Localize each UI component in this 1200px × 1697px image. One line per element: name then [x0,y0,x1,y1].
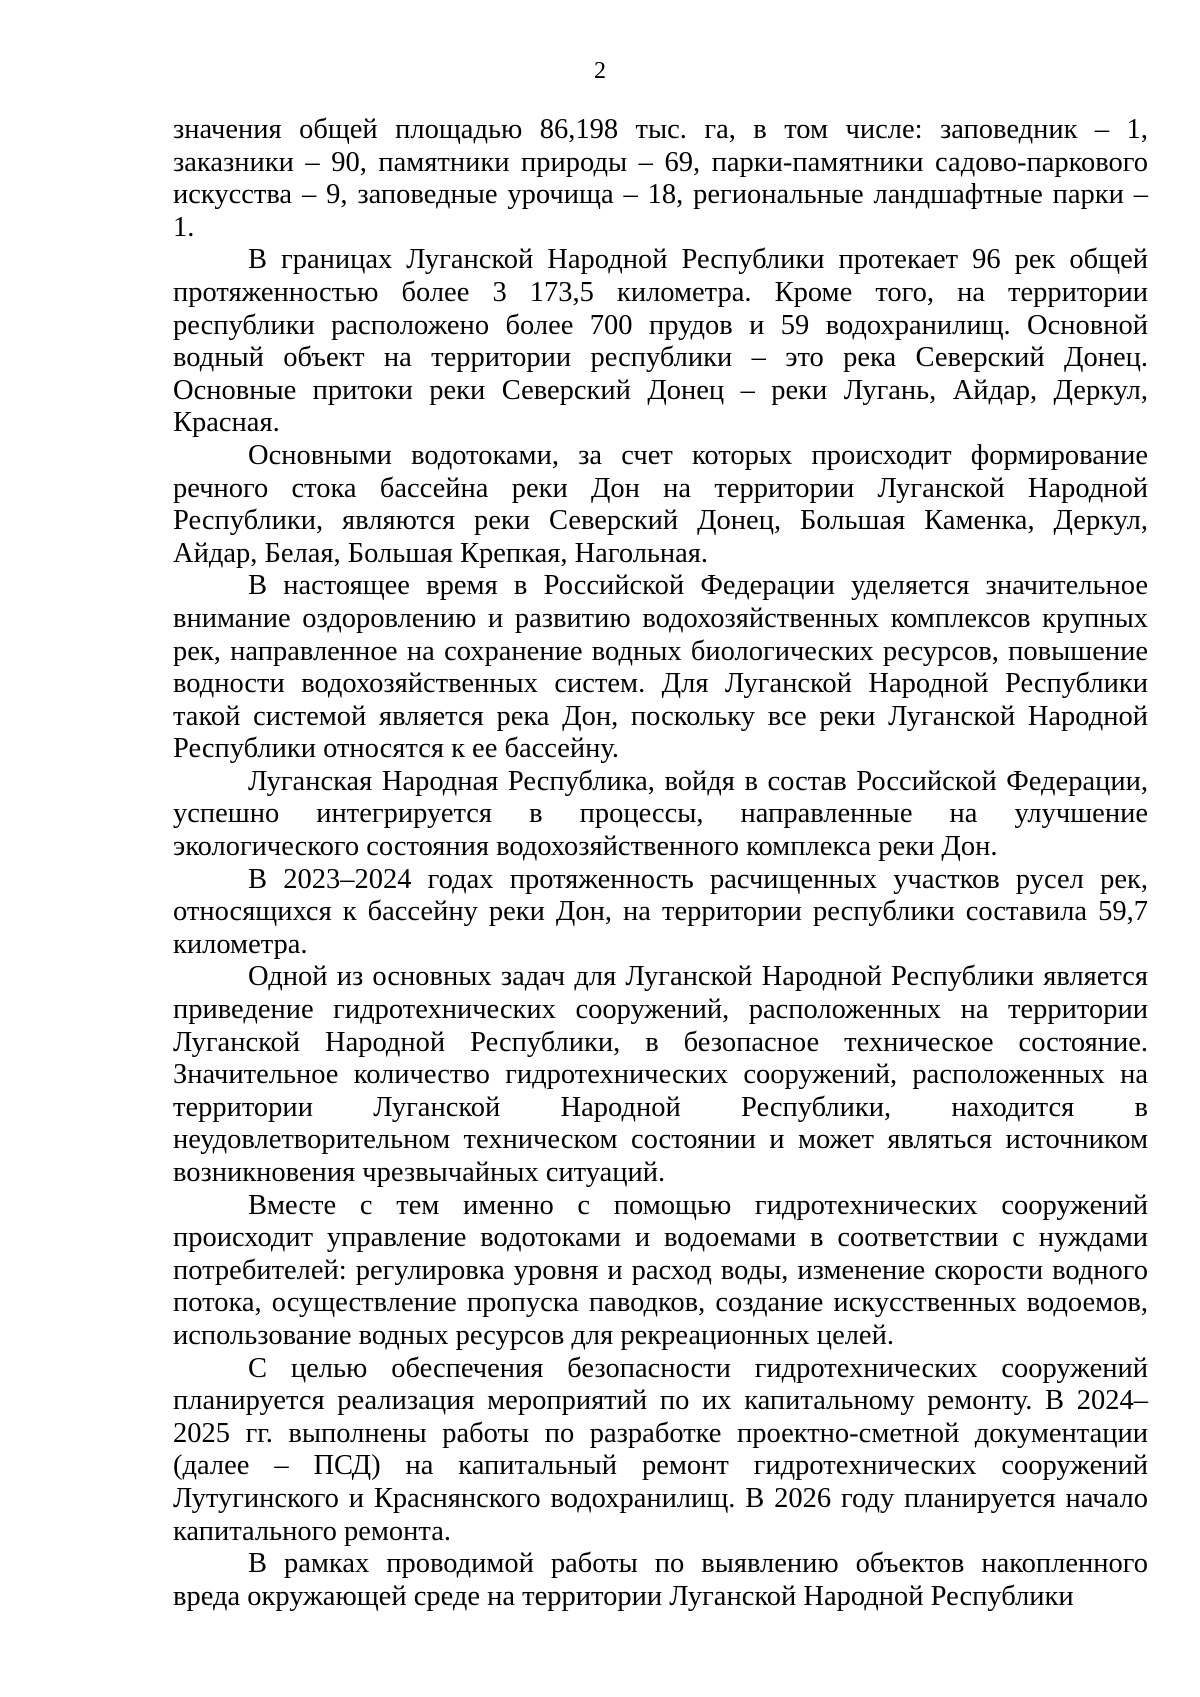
paragraph-hydraulic-structures-task: Одной из основных задач для Луганской Народной Республики является приведение гидротехнических сооружений, расположенных на территории Луганской Народной Республики, в безопасное техническое состояние. Значительное количество гидротехнических сооружений, расположенных на территории Луганской Народной Республики, находится в неудовлетворительном техническом состоянии и может являться источником возникновения чрезвычайных ситуаций. [173,961,1148,1188]
paragraph-federal-water-policy: В настоящее время в Российской Федерации уделяется значительное внимание оздоровлению и развитию водохозяйственных комплексов крупных рек, направленное на сохранение водных биологических ресурсов, повышение водности водохозяйственных систем. Для Луганской Народной Республики такой системой является река Дон, поскольку все реки Луганской Народной Республики относятся к ее бассейну. [173,570,1148,765]
document-body [173,114,1148,1613]
paragraph-integration-processes: Луганская Народная Республика, войдя в состав Российской Федерации, успешно интегрируется в процессы, направленные на улучшение экологического состояния водохозяйственного комплекса реки Дон. [173,765,1148,863]
paragraph-protected-areas-continued: значения общей площадью 86,198 тыс. га, в том числе: заповедник – 1, заказники – 90, памятники природы – 69, парки-памятники садово-паркового искусства – 9, заповедные урочища – 18, региональные ландшафтные парки – 1. [173,114,1148,243]
paragraph-don-basin-watercourses: Основными водотоками, за счет которых происходит формирование речного стока бассейна реки Дон на территории Луганской Народной Республики, являются реки Северский Донец, Большая Каменка, Деркул, Айдар, Белая, Большая Крепкая, Нагольная. [173,439,1148,569]
paragraph-accumulated-harm: В рамках проводимой работы по выявлению объектов накопленного вреда окружающей среде на территории Луганской Народной Республики [173,1548,1148,1612]
paragraph-capital-repair: С целью обеспечения безопасности гидротехнических сооружений планируется реализация мероприятий по их капитальному ремонту. В 2024–2025 гг. выполнены работы по разработке проектно-сметной документации (далее – ПСД) на капитальный ремонт гидротехнических сооружений Лутугинского и Краснянского водохранилищ. В 2026 году планируется начало капитального ремонта. [173,1352,1148,1547]
paragraph-water-management: Вместе с тем именно с помощью гидротехнических сооружений происходит управление водотоками и водоемами в соответствии с нуждами потребителей: регулировка уровня и расход воды, изменение скорости водного потока, осуществление пропуска паводков, создание искусственных водоемов, использование водных ресурсов для рекреационных целей. [173,1189,1148,1351]
paragraph-riverbed-clearing: В 2023–2024 годах протяженность расчищенных участков русел рек, относящихся к бассейну реки Дон, на территории республики составила 59,7 километра. [173,863,1148,960]
paragraph-rivers-overview: В границах Луганской Народной Республики протекает 96 рек общей протяженностью более 3 173,5 километра. Кроме того, на территории республики расположено более 700 прудов и 59 водохранилищ. Основной водный объект на территории республики – это река Северский Донец. Основные притоки реки Северский Донец – реки Лугань, Айдар, Деркул, Красная. [173,244,1148,439]
page-number: 2 [594,58,606,84]
